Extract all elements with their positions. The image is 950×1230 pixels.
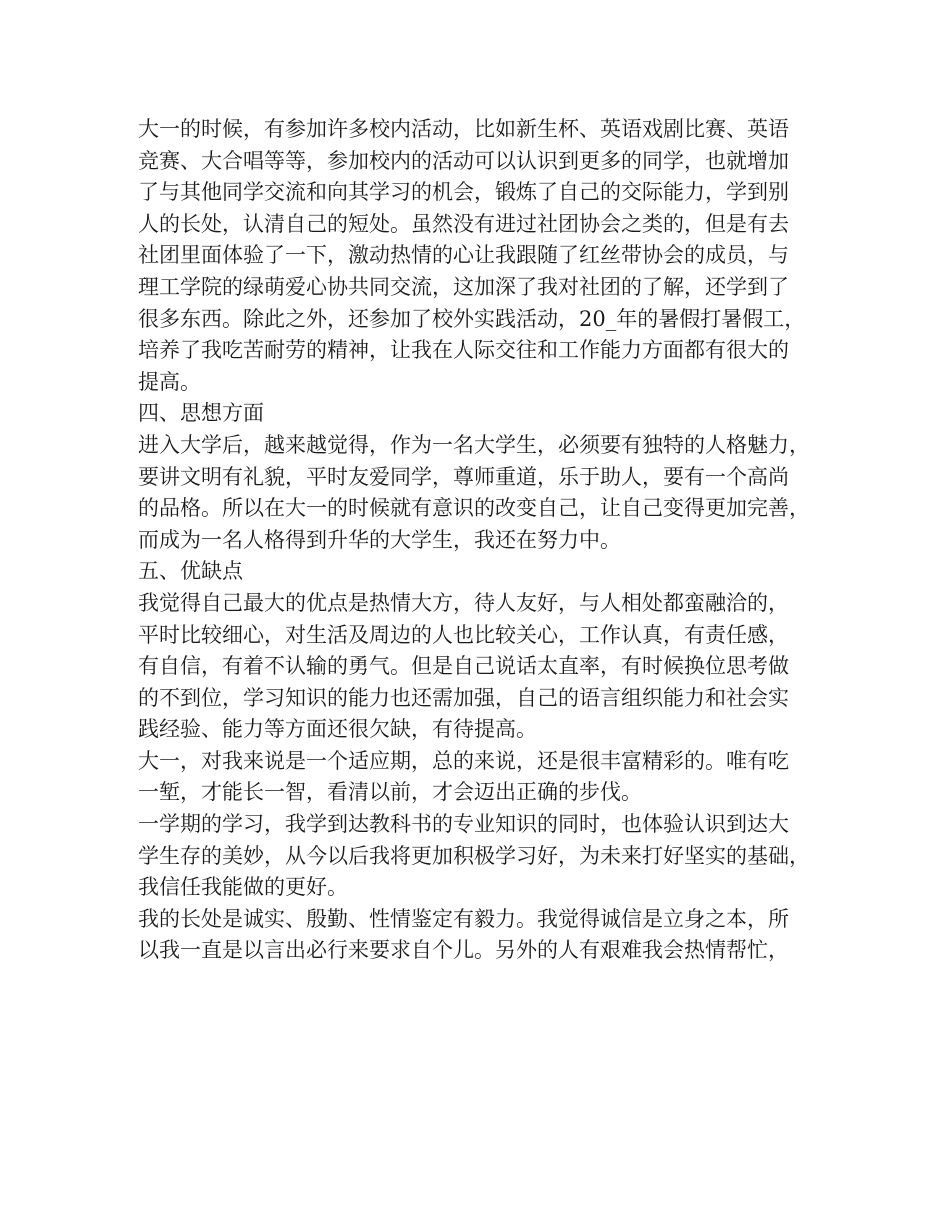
text-line: 竞赛、大合唱等等，参加校内的活动可以认识到更多的同学，也就增加 xyxy=(138,148,789,173)
text-line: 很多东西。除此之外，还参加了校外实践活动，20_年的暑假打暑假工， xyxy=(138,306,806,331)
paragraph-semester xyxy=(138,809,814,904)
text-line: 社团里面体验了一下，激动热情的心让我跟随了红丝带协会的成员，与 xyxy=(138,243,789,268)
text-line: 我觉得自己最大的优点是热情大方，待人友好，与人相处都蛮融洽的， xyxy=(138,590,789,615)
text-line: 而成为一名人格得到升华的大学生，我还在努力中。 xyxy=(138,527,621,552)
text-line: 大一，对我来说是一个适应期，总的来说，还是很丰富精彩的。唯有吃 xyxy=(138,748,789,773)
text-line: 要讲文明有礼貌，平时友爱同学，尊师重道，乐于助人，要有一个高尚 xyxy=(138,464,789,489)
paragraph-freshman-year xyxy=(138,746,814,809)
text-line: 的品格。所以在大一的时候就有意识的改变自己，让自己变得更加完善， xyxy=(138,496,810,521)
text-line: 大一的时候，有参加许多校内活动，比如新生杯、英语戏剧比赛、英语 xyxy=(138,117,789,141)
paragraph-strengths xyxy=(138,588,814,746)
text-line: 平时比较细心，对生活及周边的人也比较关心，工作认真，有责任感， xyxy=(138,622,789,647)
text-line: 提高。 xyxy=(138,369,201,394)
paragraph-thought xyxy=(138,430,814,556)
text-line: 一学期的学习，我学到达教科书的专业知识的同时，也体验认识到达大 xyxy=(138,812,789,837)
document-body xyxy=(138,114,814,967)
text-line: 以我一直是以言出必行来要求自个儿。另外的人有艰难我会热情帮忙， xyxy=(138,938,789,963)
text-line: 有自信，有着不认输的勇气。但是自己说话太直率，有时候换位思考做 xyxy=(138,654,789,679)
text-line: 我信任我能做的更好。 xyxy=(138,875,348,900)
text-line: 一堑，才能长一智，看清以前，才会迈出正确的步伐。 xyxy=(138,780,642,805)
text-line: 的不到位，学习知识的能力也还需加强，自己的语言组织能力和社会实 xyxy=(138,685,789,710)
heading-line: 五、优缺点 xyxy=(138,559,243,584)
text-line: 人的长处，认清自己的短处。虽然没有进过社团协会之类的，但是有去 xyxy=(138,211,789,236)
heading-line: 四、思想方面 xyxy=(138,401,264,426)
text-line: 践经验、能力等方面还很欠缺，有待提高。 xyxy=(138,717,537,742)
text-line: 理工学院的绿萌爱心协共同交流，这加深了我对社团的了解，还学到了 xyxy=(138,274,789,299)
text-line: 我的长处是诚实、殷勤、性情鉴定有毅力。我觉得诚信是立身之本，所 xyxy=(138,906,789,931)
text-line: 培养了我吃苦耐劳的精神，让我在人际交往和工作能力方面都有很大的 xyxy=(138,338,789,363)
paragraph-activities xyxy=(138,114,814,398)
text-line: 进入大学后，越来越觉得，作为一名大学生，必须要有独特的人格魅力， xyxy=(138,432,810,457)
section-heading-thought xyxy=(138,398,814,430)
paragraph-personal-merits xyxy=(138,904,814,967)
section-heading-strengths xyxy=(138,556,814,588)
text-line: 学生存的美妙，从今以后我将更加积极学习好，为未来打好坚实的基础， xyxy=(138,843,810,868)
text-line: 了与其他同学交流和向其学习的机会，锻炼了自己的交际能力，学到别 xyxy=(138,180,789,205)
